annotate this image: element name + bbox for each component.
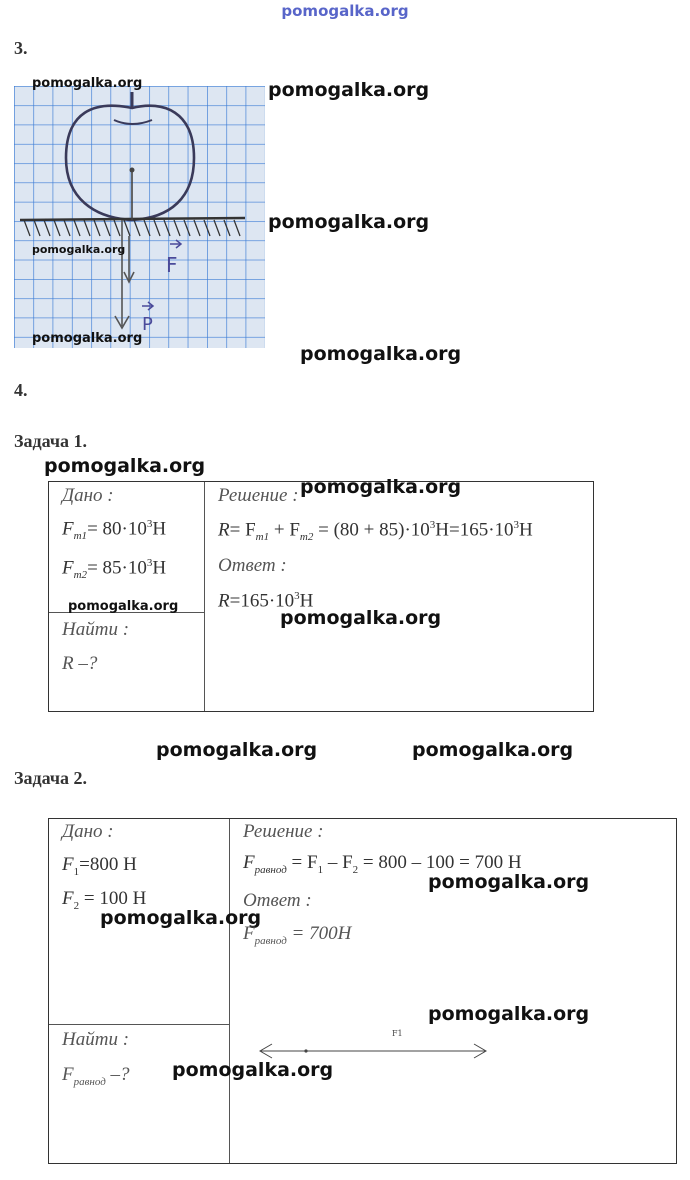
task-1-table xyxy=(48,481,594,712)
task-1-given-2: $F_{т2}= 85\cdot 10^3Н$ xyxy=(62,557,167,582)
watermark: pomogalka.org xyxy=(32,331,143,346)
svg-text:P: P xyxy=(142,314,153,335)
watermark: pomogalka.org xyxy=(412,739,574,761)
watermark: pomogalka.org xyxy=(268,211,430,233)
task-2-solution-label: Решение : xyxy=(243,821,324,842)
task-2-given-1: $F_1=800$ Н xyxy=(62,854,137,878)
application-point xyxy=(304,1049,307,1052)
task-1-answer: $R=165\cdot 10^3Н$ xyxy=(218,590,314,612)
apple-force-photo xyxy=(14,86,265,348)
task-2-title: Задача 2. xyxy=(14,768,88,788)
task-1-equation: $R= F_{т1} + F_{т2} = (80 + 85)\cdot 10^3Н=165\cdot 10^3Н$ xyxy=(218,519,533,544)
force-label: F xyxy=(166,253,178,277)
task-2-given-2: $F_2 = 100$ Н xyxy=(62,888,147,912)
force-vector-diagram xyxy=(258,1024,490,1064)
section-4-number: 4. xyxy=(14,380,28,400)
task-2-find-label: Найти : xyxy=(62,1029,130,1050)
watermark: pomogalka.org xyxy=(300,476,462,498)
watermark: pomogalka.org xyxy=(44,455,206,477)
watermark: pomogalka.org xyxy=(428,1003,590,1025)
watermark: pomogalka.org xyxy=(32,76,143,91)
task-2-equation: $F_{равнод} = F_1 - F_2 = 800 - 100 = 700$ Н xyxy=(243,852,522,876)
watermark: pomogalka.org xyxy=(300,343,462,365)
watermark: pomogalka.org xyxy=(172,1059,334,1081)
task-1-given-label: Дано : xyxy=(62,485,114,506)
task-1-solution-label: Решение : xyxy=(218,485,299,506)
task-2-answer: $F_{равнод} = 700Н$ xyxy=(243,923,352,947)
watermark: pomogalka.org xyxy=(268,79,430,101)
arrow-label: F1 xyxy=(392,1029,403,1038)
task-1-given-1: $F_{т1}= 80\cdot 10^3Н$ xyxy=(62,518,167,543)
watermark: pomogalka.org xyxy=(428,871,590,893)
task-1-find-value: R –? xyxy=(62,653,98,674)
task-1-find-label: Найти : xyxy=(62,619,130,640)
section-3-number: 3. xyxy=(14,38,28,58)
watermark: pomogalka.org xyxy=(280,607,442,629)
task-1-answer-label: Ответ : xyxy=(218,555,287,576)
task-2-answer-label: Ответ : xyxy=(243,890,312,911)
watermark: pomogalka.org xyxy=(32,243,126,256)
task-2-find-value: $F_{равнод}$ –? xyxy=(62,1064,130,1088)
task-2-given-label: Дано : xyxy=(62,821,114,842)
grid-drawing xyxy=(14,86,265,348)
watermark: pomogalka.org xyxy=(68,599,179,614)
watermark: pomogalka.org xyxy=(100,907,262,929)
header-watermark: pomogalka.org xyxy=(281,2,409,20)
task-1-title: Задача 1. xyxy=(14,431,88,451)
watermark: pomogalka.org xyxy=(156,739,318,761)
